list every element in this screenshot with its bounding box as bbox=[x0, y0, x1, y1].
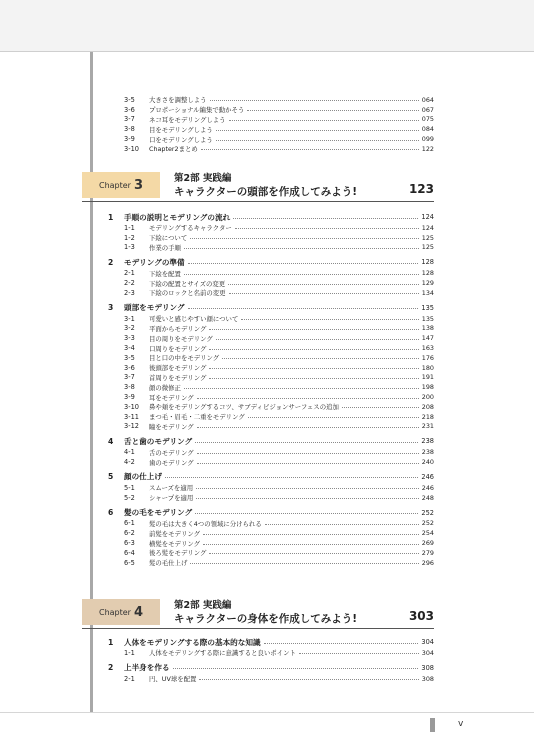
toc-entry-num: 3-4 bbox=[124, 344, 135, 353]
toc-section-leader-dots bbox=[165, 477, 418, 478]
toc-entry-title: 下絵のロックと名前の変更 bbox=[149, 289, 226, 298]
toc-entry-num: 1-1 bbox=[124, 223, 135, 232]
toc-entry-title: 可愛いと感じやすい顔について bbox=[149, 315, 239, 324]
chapter-4-title: キャラクターの身体を作成してみよう! bbox=[174, 613, 358, 625]
bottom-margin-bar bbox=[0, 712, 534, 738]
toc-entry-page: 231 bbox=[421, 422, 434, 431]
toc-section bbox=[108, 507, 434, 519]
toc-entry-page: 279 bbox=[421, 548, 434, 557]
toc-entry-leader-dots bbox=[209, 553, 418, 554]
toc-entry-num: 6-2 bbox=[124, 529, 135, 538]
toc-entry-page: 200 bbox=[421, 393, 434, 402]
toc-entry-num: 2-1 bbox=[124, 269, 135, 278]
toc-entry-title: モデリングするキャラクター bbox=[149, 224, 232, 233]
toc-entry bbox=[108, 538, 434, 548]
toc-entry-num: 3-7 bbox=[124, 373, 135, 382]
chapter-4-page: 303 bbox=[408, 609, 434, 623]
toc-entry-num: 1-3 bbox=[124, 243, 135, 252]
chapter-4-rule bbox=[82, 628, 434, 629]
toc-entry-leader-dots bbox=[201, 149, 419, 150]
toc-entry-num: 2-2 bbox=[124, 279, 135, 288]
toc-entry-num: 3-10 bbox=[124, 144, 139, 153]
toc-section-page: 304 bbox=[421, 638, 434, 646]
toc-entry-title: 口周りをモデリング bbox=[149, 344, 207, 353]
toc-entry-page: 125 bbox=[421, 233, 434, 242]
toc-section-page: 238 bbox=[421, 437, 434, 446]
toc-entry-title: 口をモデリングしよう bbox=[149, 135, 213, 144]
toc-entry-title: 大きさを調整しよう bbox=[149, 96, 207, 105]
toc-entry-leader-dots bbox=[184, 274, 419, 275]
toc-entry-leader-dots bbox=[229, 120, 419, 121]
toc-entry-title: 髪の毛仕上げ bbox=[149, 559, 188, 568]
toc-entry-leader-dots bbox=[203, 544, 419, 545]
toc-entry-title: 後ろ髪をモデリング bbox=[149, 549, 207, 558]
toc-entry-leader-dots bbox=[216, 130, 419, 131]
toc-section-title: 髪の毛をモデリング bbox=[124, 508, 193, 518]
toc-entry-num: 4-1 bbox=[124, 448, 135, 457]
toc-entry-title: 鼻や頬をモデリングするコツ、サブディビジョンサーフェスの追加 bbox=[149, 403, 339, 412]
toc-entry bbox=[108, 243, 434, 253]
page-marker-bar bbox=[430, 718, 435, 732]
toc-entry-leader-dots bbox=[203, 534, 419, 535]
toc-entry-page: 191 bbox=[421, 373, 434, 382]
toc-entry bbox=[108, 333, 434, 343]
toc-entry-num: 3-9 bbox=[124, 135, 135, 144]
toc-entry-num: 3-10 bbox=[124, 402, 139, 411]
toc-entry bbox=[108, 278, 434, 288]
toc-section-num: 6 bbox=[108, 508, 114, 518]
toc-section-title: 顔の仕上げ bbox=[124, 472, 162, 482]
toc-entry-title: 目の周りをモデリング bbox=[149, 334, 213, 343]
toc-entry-title: シャープを適用 bbox=[149, 494, 194, 503]
toc-entry-page: 075 bbox=[421, 115, 434, 124]
toc-entry-title: 顔の微修正 bbox=[149, 383, 181, 392]
toc-entry-leader-dots bbox=[209, 378, 418, 379]
toc-entry-title: スムーズを適用 bbox=[149, 484, 194, 493]
toc-entry-page: 269 bbox=[421, 539, 434, 548]
toc-entry-leader-dots bbox=[248, 417, 419, 418]
chapter-4-tab bbox=[82, 599, 160, 625]
toc-entry-page: 176 bbox=[421, 353, 434, 362]
toc-entry-title: 平面からモデリング bbox=[149, 324, 207, 333]
toc-entry-title: 前髪をモデリング bbox=[149, 529, 200, 538]
toc-section bbox=[108, 662, 434, 674]
toc-entry-leader-dots bbox=[210, 100, 419, 101]
toc-entry-num: 2-3 bbox=[124, 288, 135, 297]
toc-section-num: 3 bbox=[108, 303, 114, 313]
toc-entry bbox=[108, 548, 434, 558]
toc-entry-leader-dots bbox=[216, 140, 419, 141]
chapter-4-header bbox=[82, 597, 434, 629]
toc-entry-leader-dots bbox=[197, 398, 419, 399]
toc-entry bbox=[108, 648, 434, 658]
toc-entry-title: 横髪をモデリング bbox=[149, 539, 200, 548]
toc-entry-page: 129 bbox=[421, 279, 434, 288]
toc-entry-page: 254 bbox=[421, 529, 434, 538]
toc-entry-num: 1-2 bbox=[124, 233, 135, 242]
toc-entry-title: 目と口の中をモデリング bbox=[149, 354, 220, 363]
toc-entry-title: ネコ耳をモデリングしよう bbox=[149, 115, 226, 124]
toc-entry-title: 下絵の配置とサイズの変更 bbox=[149, 279, 226, 288]
toc-section-title: 上半身を作る bbox=[124, 663, 170, 673]
toc-section-leader-dots bbox=[264, 643, 419, 644]
toc-entry-title: プロポーショナル編集で動かそう bbox=[149, 106, 245, 115]
toc-entry bbox=[108, 392, 434, 402]
toc-entry bbox=[108, 144, 434, 154]
toc-entry-page: 099 bbox=[421, 135, 434, 144]
toc-section bbox=[108, 211, 434, 223]
toc-entry-leader-dots bbox=[209, 349, 418, 350]
chapter-3-tab bbox=[82, 172, 160, 198]
toc-entry-page: 128 bbox=[421, 269, 434, 278]
toc-section-leader-dots bbox=[233, 218, 418, 219]
toc-entry-title: 舌のモデリング bbox=[149, 448, 194, 457]
toc-entry bbox=[108, 105, 434, 115]
toc-entry bbox=[108, 233, 434, 243]
toc-entry-num: 3-8 bbox=[124, 383, 135, 392]
toc-entry-title: 髪の毛は大きく4つの領域に分けられる bbox=[149, 519, 262, 528]
toc-entry-num: 4-2 bbox=[124, 458, 135, 467]
toc-section-page: 135 bbox=[421, 303, 434, 312]
toc-entry bbox=[108, 422, 434, 432]
toc-entry bbox=[108, 268, 434, 278]
toc-entry-page: 134 bbox=[421, 288, 434, 297]
toc-entry bbox=[108, 519, 434, 529]
toc-entry-title: 円、UV球を配置 bbox=[149, 675, 197, 684]
toc-entry-num: 3-12 bbox=[124, 422, 139, 431]
toc-entry-page: 124 bbox=[421, 223, 434, 232]
toc-section-title: 手順の説明とモデリングの流れ bbox=[124, 212, 231, 222]
toc-entry-title: 目をモデリングしよう bbox=[149, 125, 213, 134]
toc-entry-page: 125 bbox=[421, 243, 434, 252]
toc-entry-page: 135 bbox=[421, 314, 434, 323]
toc-entry-page: 180 bbox=[421, 363, 434, 372]
toc-entry-page: 238 bbox=[421, 448, 434, 457]
toc-entry-num: 3-6 bbox=[124, 363, 135, 372]
toc-entry bbox=[108, 95, 434, 105]
toc-entry-leader-dots bbox=[190, 238, 419, 239]
toc-entry-leader-dots bbox=[228, 284, 419, 285]
toc-section bbox=[108, 636, 434, 648]
toc-entry-leader-dots bbox=[229, 293, 419, 294]
toc-entry bbox=[108, 483, 434, 493]
toc-entry-leader-dots bbox=[190, 563, 418, 564]
toc-entry-num: 3-5 bbox=[124, 95, 135, 104]
toc-entry-title: 人体をモデリングする際に意識すると良いポイント bbox=[149, 649, 296, 658]
toc-entry bbox=[108, 124, 434, 134]
toc-section bbox=[108, 256, 434, 268]
toc-entry-leader-dots bbox=[247, 110, 419, 111]
toc-entry-page: 163 bbox=[421, 344, 434, 353]
toc-entry-leader-dots bbox=[299, 653, 419, 654]
toc-entry-title: 下絵を配置 bbox=[149, 269, 181, 278]
toc-entry-title: 歯のモデリング bbox=[149, 458, 194, 467]
toc-entry-num: 2-1 bbox=[124, 674, 135, 683]
toc-entry-page: 240 bbox=[421, 458, 434, 467]
toc-entry-num: 5-2 bbox=[124, 493, 135, 502]
toc-entry-leader-dots bbox=[197, 427, 419, 428]
toc-entry-leader-dots bbox=[342, 407, 419, 408]
toc-entry-title: 瞳をモデリング bbox=[149, 422, 194, 431]
toc-entry-leader-dots bbox=[196, 498, 419, 499]
chapter-3-part: 第2部 実践編 bbox=[174, 173, 232, 184]
toc-entry-num: 3-6 bbox=[124, 105, 135, 114]
toc-entry-num: 3-11 bbox=[124, 412, 139, 421]
toc-entry-page: 084 bbox=[421, 125, 434, 134]
toc-entry bbox=[108, 528, 434, 538]
toc-entry bbox=[108, 314, 434, 324]
toc-entry bbox=[108, 343, 434, 353]
toc-section-page: 252 bbox=[421, 508, 434, 517]
toc-section-leader-dots bbox=[195, 442, 418, 443]
toc-section-page: 308 bbox=[421, 663, 434, 672]
toc-entry-page: 147 bbox=[421, 334, 434, 343]
toc-entry-num: 3-9 bbox=[124, 393, 135, 402]
toc-entry-page: 138 bbox=[421, 324, 434, 333]
toc-entry-leader-dots bbox=[241, 319, 418, 320]
toc-section bbox=[108, 471, 434, 483]
previous-chapter-entries bbox=[108, 95, 434, 154]
toc-section-leader-dots bbox=[188, 308, 419, 309]
toc-section-num: 2 bbox=[108, 663, 114, 673]
chapter-3-rule bbox=[82, 201, 434, 202]
toc-entry-leader-dots bbox=[235, 228, 419, 229]
toc-entry-page: 218 bbox=[421, 412, 434, 421]
toc-entry-page: 296 bbox=[421, 558, 434, 567]
toc-entry-page: 064 bbox=[421, 95, 434, 104]
toc-entry bbox=[108, 134, 434, 144]
chapter-3-contents bbox=[108, 207, 434, 568]
toc-entry-page: 246 bbox=[421, 483, 434, 492]
chapter-4-number: 4 bbox=[133, 604, 144, 620]
toc-entry-leader-dots bbox=[184, 248, 419, 249]
toc-section-title: 頭部をモデリング bbox=[124, 303, 185, 313]
toc-entry-title: まつ毛・眉毛・二重をモデリング bbox=[149, 413, 245, 422]
toc-entry-page: 198 bbox=[421, 383, 434, 392]
toc-entry-title: 後頭部をモデリング bbox=[149, 364, 207, 373]
toc-entry bbox=[108, 382, 434, 392]
toc-entry-leader-dots bbox=[199, 679, 418, 680]
toc-entry-num: 3-1 bbox=[124, 314, 135, 323]
toc-entry-page: 304 bbox=[421, 648, 434, 657]
toc-section-page: 246 bbox=[421, 472, 434, 481]
toc-entry bbox=[108, 457, 434, 467]
chapter-3-page: 123 bbox=[408, 182, 434, 196]
toc-entry bbox=[108, 288, 434, 298]
toc-entry-num: 6-4 bbox=[124, 548, 135, 557]
toc-section-title: 舌と歯のモデリング bbox=[124, 436, 193, 446]
toc-entry-num: 3-2 bbox=[124, 324, 135, 333]
toc-entry-title: 首周りをモデリング bbox=[149, 373, 207, 382]
toc-entry bbox=[108, 373, 434, 383]
toc-entry-num: 3-5 bbox=[124, 353, 135, 362]
toc-entry bbox=[108, 558, 434, 568]
toc-section-leader-dots bbox=[195, 513, 418, 514]
chapter-4-contents bbox=[108, 632, 434, 684]
toc-entry-num: 3-8 bbox=[124, 125, 135, 134]
toc-section-num: 5 bbox=[108, 472, 114, 482]
toc-section-leader-dots bbox=[188, 263, 419, 264]
toc-section bbox=[108, 435, 434, 447]
toc-entry bbox=[108, 115, 434, 125]
toc-entry-leader-dots bbox=[197, 453, 419, 454]
toc-section-page: 128 bbox=[421, 258, 434, 267]
toc-entry-leader-dots bbox=[222, 358, 419, 359]
toc-entry bbox=[108, 447, 434, 457]
toc-entry-num: 1-1 bbox=[124, 648, 135, 657]
toc-entry-title: 下絵について bbox=[149, 234, 188, 243]
chapter-4-label: Chapter bbox=[98, 607, 131, 617]
toc-section-leader-dots bbox=[173, 668, 419, 669]
page-number: v bbox=[458, 719, 464, 729]
toc-entry-leader-dots bbox=[209, 329, 418, 330]
toc-entry-page: 248 bbox=[421, 493, 434, 502]
toc-entry-num: 6-1 bbox=[124, 519, 135, 528]
toc-entry bbox=[108, 223, 434, 233]
toc-section-num: 1 bbox=[108, 637, 114, 647]
toc-section-num: 2 bbox=[108, 257, 114, 267]
toc-entry-page: 122 bbox=[421, 144, 434, 153]
toc-section-title: 人体をモデリングする際の基本的な知識 bbox=[124, 637, 261, 647]
toc-entry-leader-dots bbox=[265, 524, 419, 525]
toc-entry-leader-dots bbox=[216, 339, 419, 340]
toc-entry-leader-dots bbox=[184, 388, 419, 389]
toc-entry-page: 067 bbox=[421, 105, 434, 114]
toc-entry bbox=[108, 353, 434, 363]
chapter-3-label: Chapter bbox=[98, 180, 131, 190]
toc-entry-page: 208 bbox=[421, 402, 434, 411]
toc-section-num: 1 bbox=[108, 212, 114, 222]
toc-entry-title: Chapter2まとめ bbox=[149, 145, 198, 154]
toc-entry bbox=[108, 412, 434, 422]
chapter-3-number: 3 bbox=[133, 177, 144, 193]
chapter-4-part: 第2部 実践編 bbox=[174, 600, 232, 611]
toc-section bbox=[108, 302, 434, 314]
toc-entry-title: 耳をモデリング bbox=[149, 393, 194, 402]
toc-entry bbox=[108, 493, 434, 503]
chapter-3-title: キャラクターの頭部を作成してみよう! bbox=[174, 186, 358, 198]
toc-entry-leader-dots bbox=[197, 463, 419, 464]
toc-section-page: 124 bbox=[421, 213, 434, 221]
toc-entry-page: 252 bbox=[421, 519, 434, 528]
toc-section-title: モデリングの準備 bbox=[124, 257, 185, 267]
chapter-3-header bbox=[82, 170, 434, 202]
toc-entry bbox=[108, 363, 434, 373]
top-margin-bar bbox=[0, 0, 534, 52]
toc-entry bbox=[108, 402, 434, 412]
toc-section-num: 4 bbox=[108, 436, 114, 446]
toc-entry bbox=[108, 324, 434, 334]
toc-entry-num: 5-1 bbox=[124, 483, 135, 492]
toc-entry-num: 3-7 bbox=[124, 115, 135, 124]
toc-entry-leader-dots bbox=[196, 488, 419, 489]
toc-entry-leader-dots bbox=[209, 368, 418, 369]
toc-entry bbox=[108, 674, 434, 684]
toc-entry-num: 6-5 bbox=[124, 558, 135, 567]
toc-entry-num: 3-3 bbox=[124, 334, 135, 343]
toc-entry-num: 6-3 bbox=[124, 539, 135, 548]
toc-entry-title: 作業の手順 bbox=[149, 243, 181, 252]
toc-entry-page: 308 bbox=[421, 674, 434, 683]
